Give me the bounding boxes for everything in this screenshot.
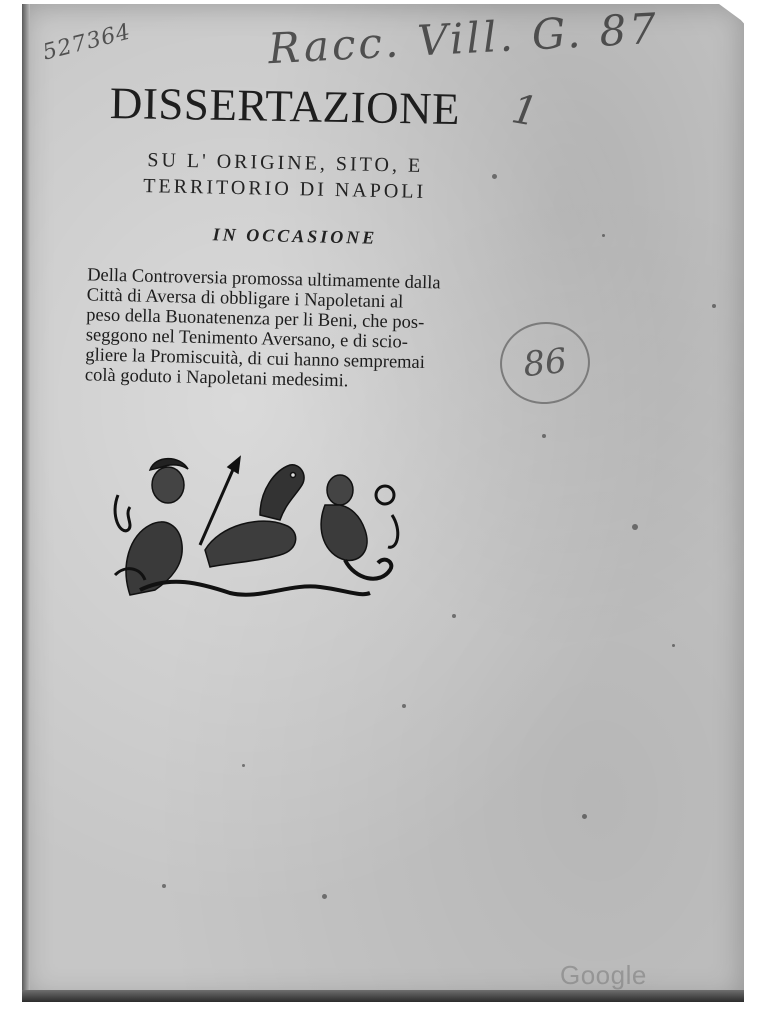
foxing-spot — [322, 894, 327, 899]
occasion-heading: IN OCCASIONE — [212, 224, 378, 248]
body-line: seggono nel Tenimento Aversano, e di scio- — [85, 325, 409, 353]
subtitle-line: SU L' ORIGINE, SITO, E — [147, 149, 424, 177]
foxing-spot — [402, 704, 406, 708]
foxing-spot — [162, 884, 166, 888]
page-bottom-edge — [22, 990, 744, 1002]
foxing-spot — [632, 524, 638, 530]
shelfmark-collection: Racc. Vill. G. 87 — [266, 3, 661, 74]
foxing-spot — [712, 304, 716, 308]
document-subtitle — [99, 146, 470, 206]
foxing-spot — [492, 174, 497, 179]
body-paragraph — [85, 265, 498, 394]
library-watermark: Google — [560, 960, 647, 990]
subtitle-line: TERRITORIO DI NAPOLI — [143, 175, 427, 203]
body-line: gliere la Promiscuità, di cui hanno sempremai — [85, 345, 426, 374]
body-line: peso della Buonatenenza per li Beni, che pos- — [86, 305, 425, 334]
body-line: Della Controversia promossa ultimamente dalla — [86, 265, 441, 294]
handwritten-tick: 1 — [508, 86, 542, 136]
foxing-spot — [542, 434, 546, 438]
foxing-spot — [242, 764, 245, 767]
foxing-spot — [452, 614, 456, 618]
foxing-spot — [582, 814, 587, 819]
body-line: colà goduto i Napoletani medesimi. — [84, 365, 349, 392]
document-title: DISSERTAZIONE — [109, 77, 461, 135]
foxing-spot — [672, 644, 675, 647]
circled-number-stamp: 86 — [496, 318, 594, 409]
page-left-edge — [22, 4, 30, 1000]
body-line: Città di Aversa di obbligare i Napoletani al — [86, 285, 404, 313]
shelfmark-number: 527364 — [40, 19, 134, 66]
foxing-spot — [602, 234, 605, 237]
sea-gods-vignette-icon — [110, 455, 400, 600]
